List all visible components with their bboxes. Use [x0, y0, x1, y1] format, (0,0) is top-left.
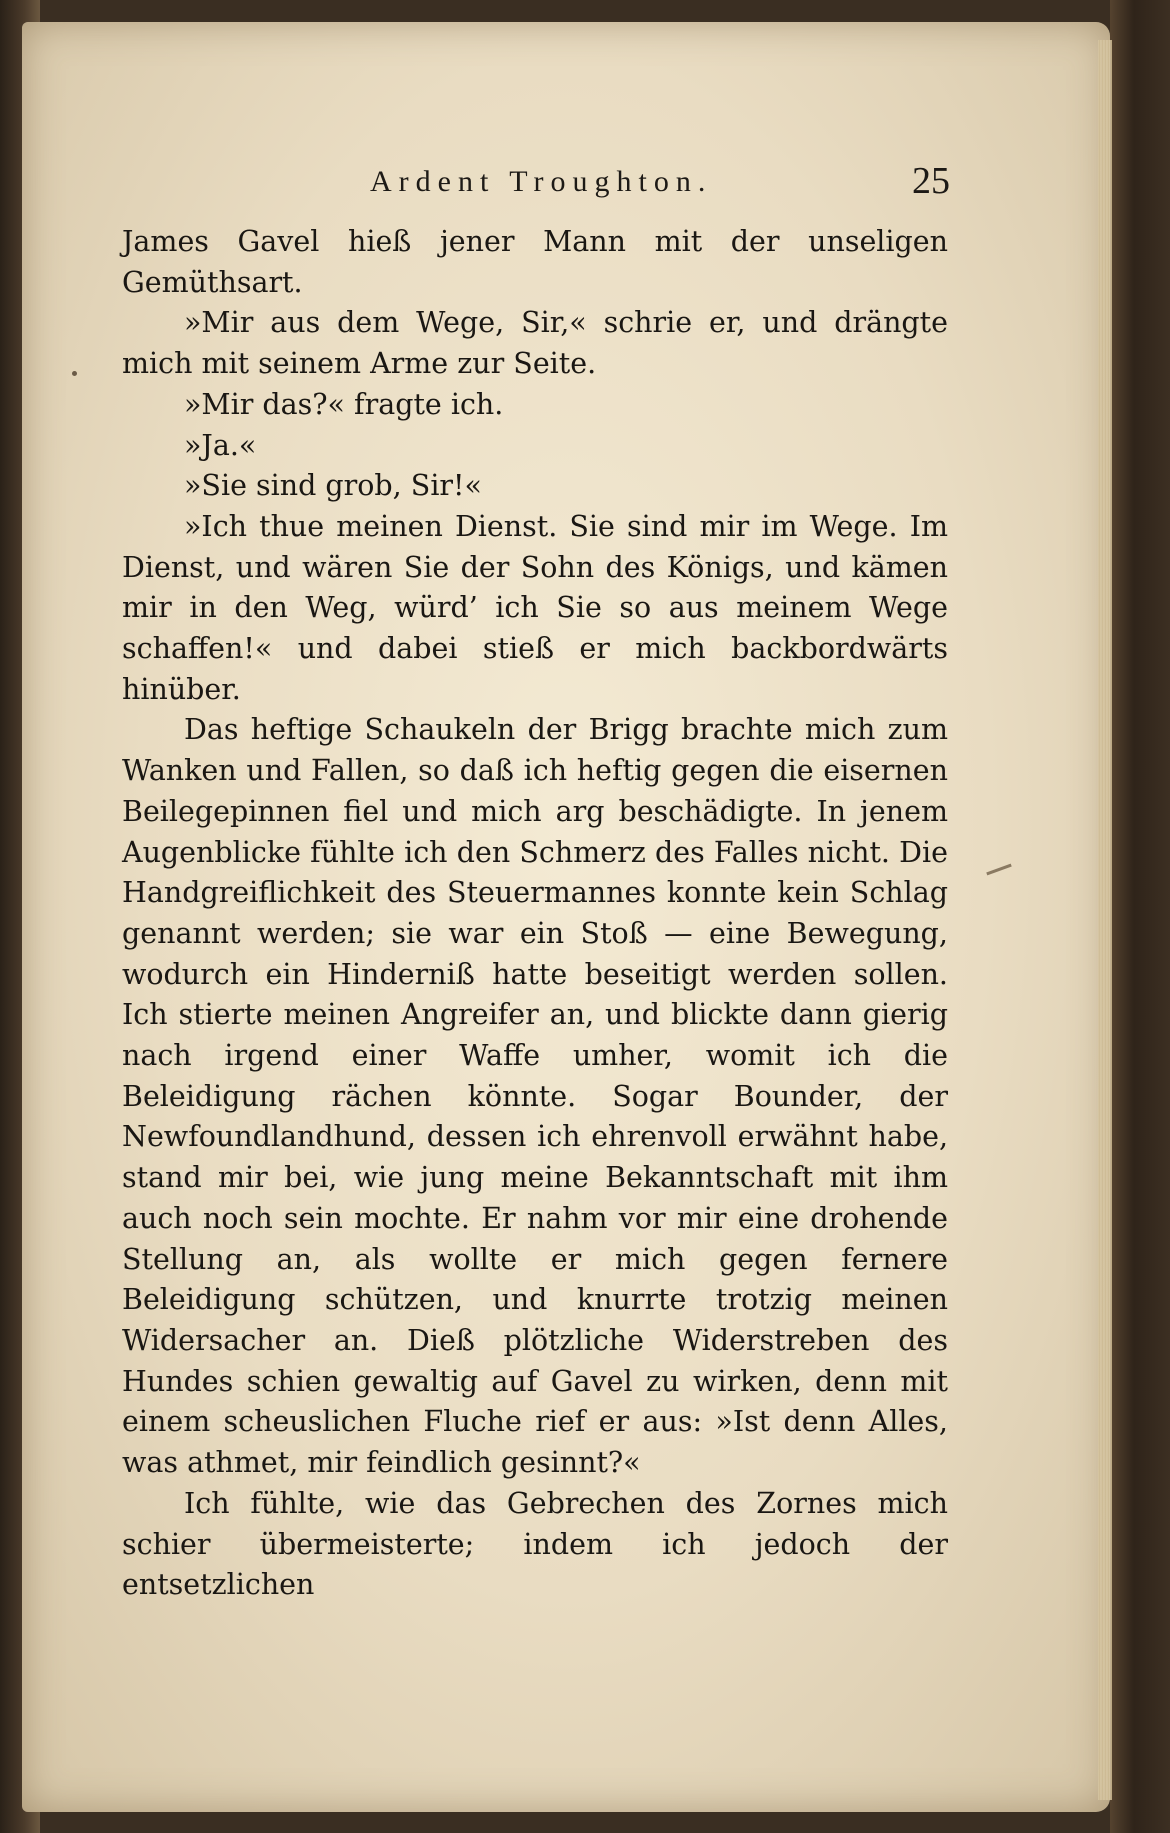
paragraph: »Mir das?« fragte ich. — [184, 387, 504, 421]
paragraph: James Gavel hieß jener Mann mit der unseligen Gemüthsart. — [122, 225, 948, 299]
ink-speck — [72, 371, 77, 376]
body-text — [122, 222, 948, 1606]
paragraph: »Ja.« — [184, 428, 257, 462]
paragraph: Das heftige Schaukeln der Brigg brachte mich zum Wanken und Fallen, so daß ich heftig gegen die eisernen Beilegepinnen fiel und mich arg beschädigte. In jenem Augenblicke fühlte ich den Schmerz des Falles nicht. Die Handgreiflichkeit des Steuermannes konnte kein Schlag genannt werden; sie war ein Stoß — eine Bewegung, wodurch ein Hinderniß hatte beseitigt werden sollen. Ich stierte meinen Angreifer an, und blickte dann gierig nach irgend einer Waffe umher, womit ich die Beleidigung rächen könnte. Sogar Bounder, der Newfoundlandhund, dessen ich ehrenvoll erwähnt habe, stand mir bei, wie jung meine Bekanntschaft mit ihm auch noch sein mochte. Er nahm vor mir eine drohende Stellung an, als wollte er mich gegen fernere Beleidigung schützen, und knurrte trotzig meinen Widersacher an. Dieß plötzliche Widerstreben des Hundes schien gewaltig auf Gavel zu wirken, denn mit einem scheuslichen Fluche rief er aus: »Ist denn Alles, was athmet, mir feindlich gesinnt?« — [122, 713, 948, 1480]
paragraph: »Mir aus dem Wege, Sir,« schrie er, und drängte mich mit seinem Arme zur Seite. — [122, 306, 948, 381]
page-header — [120, 160, 950, 205]
paragraph: »Ich thue meinen Dienst. Sie sind mir im Wege. Im Dienst, und wären Sie der Sohn des Königs, und kämen mir in den Weg, würd’ ich Sie so aus meinem Wege schaffen!« und dabei stieß er mich backbordwärts hinüber. — [122, 509, 948, 706]
running-title: Ardent Troughton. — [370, 165, 713, 198]
page-edges — [1098, 40, 1112, 1800]
paragraph: »Sie sind grob, Sir!« — [184, 469, 482, 503]
page-number: 25 — [912, 160, 950, 202]
paragraph: Ich fühlte, wie das Gebrechen des Zornes mich schier übermeisterte; indem ich jedoch der entsetzlichen — [122, 1486, 948, 1602]
book-cover-right — [1110, 0, 1170, 1833]
